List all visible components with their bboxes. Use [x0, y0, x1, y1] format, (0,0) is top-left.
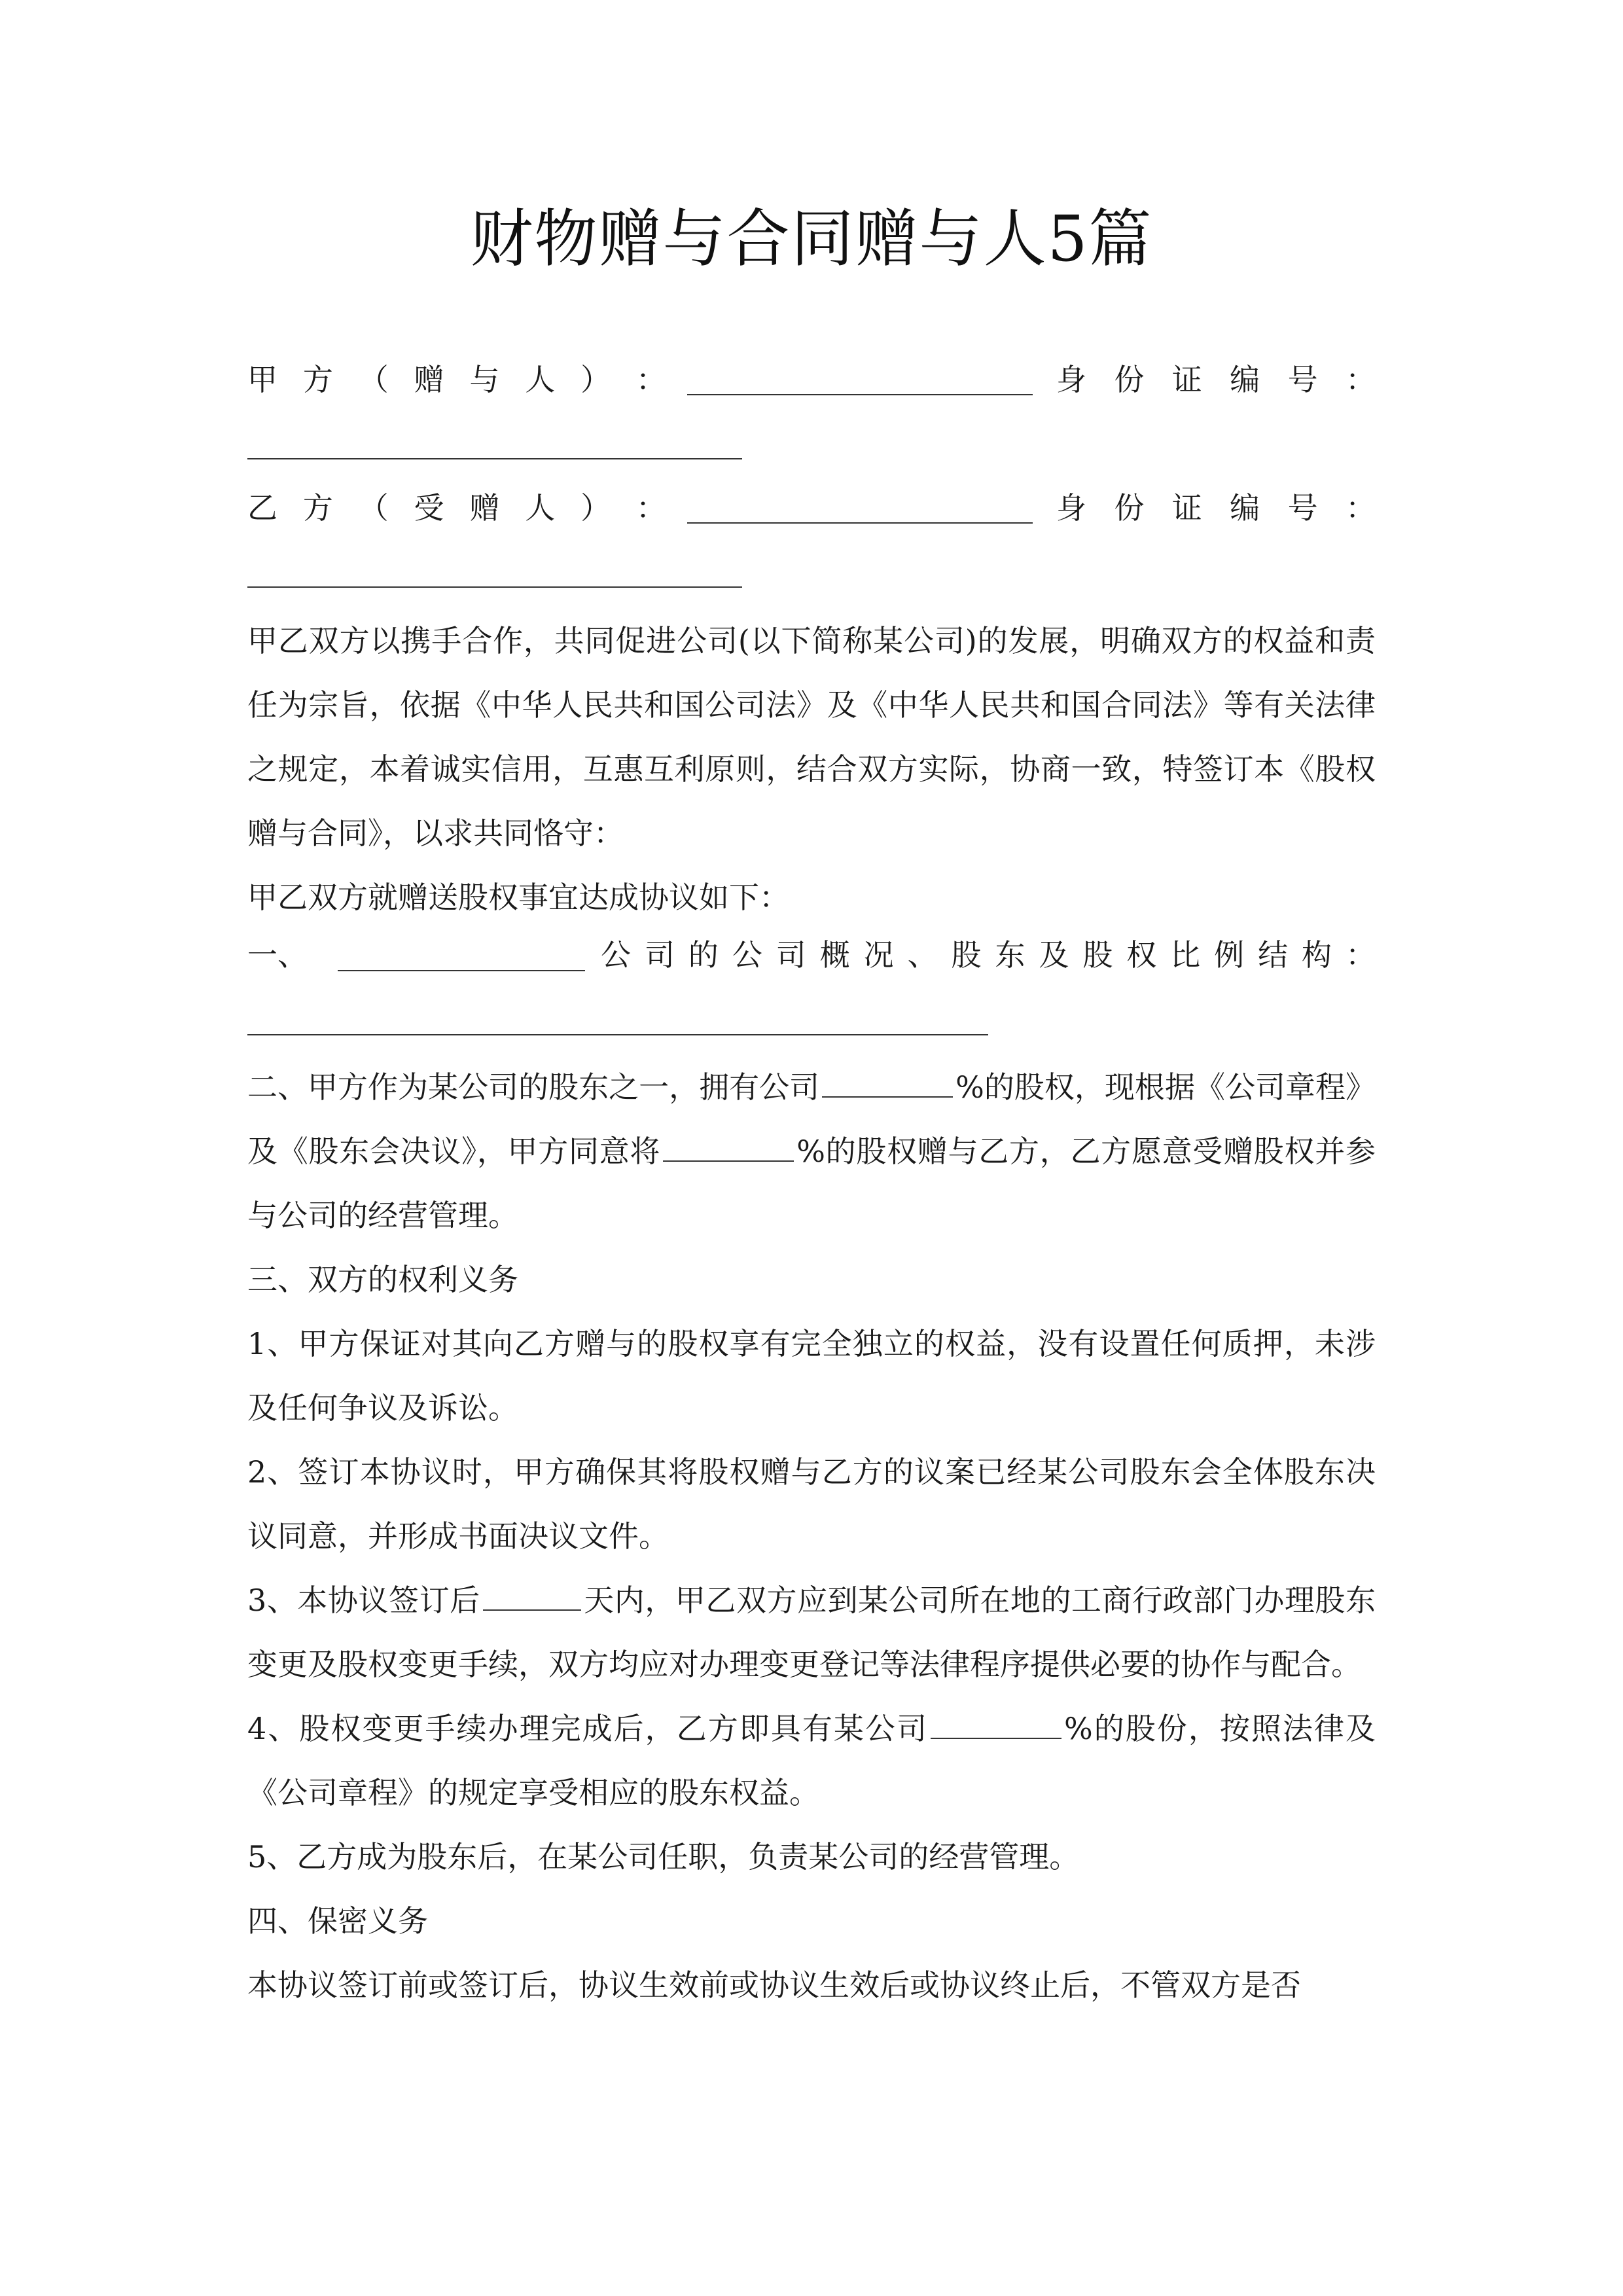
party-a-name-blank: [687, 394, 1033, 395]
party-b-label-char: （: [358, 490, 389, 526]
party-b-label-char: 人: [525, 490, 556, 526]
clause-3: [247, 1568, 1376, 1696]
party-b-id-label: [1056, 475, 1376, 541]
section-one-suffix: [601, 923, 1376, 987]
section-one-char: 公: [601, 937, 631, 973]
section-one-char: 股: [951, 937, 982, 973]
company-name-blank: [338, 970, 585, 971]
section-one-char: ：: [1345, 937, 1376, 973]
party-b-id-char: 证: [1171, 490, 1202, 526]
section-one-char: 司: [644, 937, 675, 973]
document-title: 财物赠与合同赠与人5篇: [470, 202, 1153, 276]
section-two-paragraph: [247, 1055, 1376, 1247]
final-paragraph: 本协议签订前或签订后，协议生效前或协议生效后或协议终止后，不管双方是否: [247, 1967, 1301, 2003]
party-a-id-char: 证: [1171, 362, 1202, 397]
party-a-id-char: 号: [1287, 362, 1318, 397]
party-b-name-blank: [687, 522, 1033, 524]
party-a-id-label: [1056, 347, 1376, 412]
clause-1: 1、甲方保证对其向乙方赠与的股权享有完全独立的权益，没有设置任何质押，未涉及任何争议及诉讼。: [247, 1326, 1376, 1426]
party-b-label: [247, 475, 666, 541]
intro-paragraph: 甲乙双方以携手合作，共同促进公司(以下简称某公司)的发展，明确双方的权益和责任为宗旨，依据《中华人民共和国公司法》及《中华人民共和国合同法》等有关法律之规定，本着诚实信用，互惠互利原则，结合双方实际，协商一致，特签订本《股权赠与合同》，以求共同恪守：: [247, 623, 1376, 851]
clause-4-text: 4、股权变更手续办理完成后，乙方即具有某公司: [247, 1711, 928, 1746]
section-one-char: 司: [776, 937, 806, 973]
party-b-id-blank: [247, 586, 742, 588]
party-a-label: [247, 347, 666, 412]
shares-percent-blank: [931, 1708, 1061, 1739]
clause-3-text: 3、本协议签订后: [247, 1583, 480, 1618]
section-one-char: 例: [1214, 937, 1245, 973]
section-one-char: 比: [1170, 937, 1201, 973]
section-two-text: %的股权赠与乙方，乙方愿意受赠股权并参与公司的经营管理。: [247, 1134, 1376, 1233]
party-a-id-char: 编: [1230, 362, 1260, 397]
party-a-label-char: 与: [469, 362, 500, 397]
section-four-heading: 四、保密义务: [247, 1903, 428, 1939]
clause-3-text: 天内，甲乙双方应到某公司所在地的工商行政部门办理股东变更及股权变更手续，双方均应对办理变更登记等法律程序提供必要的协作与配合。: [247, 1583, 1376, 1682]
party-a-id-blank: [247, 458, 742, 459]
party-b-id-char: 编: [1230, 490, 1260, 526]
party-a-label-char: ：: [635, 362, 666, 397]
section-one-line: [247, 923, 1376, 987]
party-a-label-char: 方: [302, 362, 333, 397]
section-three-heading: 三、双方的权利义务: [247, 1262, 518, 1297]
party-a-label-char: 赠: [414, 362, 444, 397]
party-b-label-char: ）: [580, 490, 611, 526]
clause-4: [247, 1696, 1376, 1825]
section-one-char: 公: [732, 937, 762, 973]
party-b-id-char: 份: [1114, 490, 1145, 526]
party-b-id-char: 号: [1287, 490, 1318, 526]
party-a-label-char: 甲: [247, 362, 277, 397]
intro-section: [247, 609, 1376, 929]
party-b-label-char: 受: [414, 490, 444, 526]
section-one-prefix: 一、: [247, 937, 308, 973]
clause-2: 2、签订本协议时，甲方确保其将股权赠与乙方的议案已经某公司股东会全体股东决议同意，并形成书面决议文件。: [247, 1454, 1376, 1554]
section-one-char: 、: [907, 937, 938, 973]
section-two-text: %的股权，现根据《公司章程》及《股东会决议》，甲方同意将: [247, 1069, 1376, 1169]
days-blank: [483, 1579, 581, 1611]
section-one-char: 及: [1039, 937, 1069, 973]
company-structure-blank: [247, 1034, 988, 1035]
share-percent-blank: [822, 1066, 953, 1098]
party-b-id-char: ：: [1345, 490, 1376, 526]
section-two-text: 二、甲方作为某公司的股东之一，拥有公司: [247, 1069, 820, 1105]
party-a-line: [247, 347, 1376, 412]
party-b-label-char: 乙: [247, 490, 277, 526]
party-a-label-char: ）: [580, 362, 611, 397]
section-one-char: 概: [819, 937, 850, 973]
party-b-id-char: 身: [1056, 490, 1086, 526]
party-b-label-char: 赠: [469, 490, 500, 526]
party-b-line: [247, 475, 1376, 541]
clause-4-text: %的股份，按照法律及《公司章程》的规定享受相应的股东权益。: [247, 1711, 1376, 1810]
party-a-label-char: （: [358, 362, 389, 397]
gift-percent-blank: [663, 1130, 794, 1162]
section-one-char: 况: [863, 937, 894, 973]
party-a-id-char: 身: [1056, 362, 1086, 397]
party-a-id-char: ：: [1345, 362, 1376, 397]
section-one-char: 东: [995, 937, 1026, 973]
section-one-char: 的: [688, 937, 719, 973]
party-b-label-char: 方: [302, 490, 333, 526]
section-one-char: 股: [1082, 937, 1113, 973]
party-b-label-char: ：: [635, 490, 666, 526]
contract-body: [247, 1055, 1376, 2017]
clause-5: 5、乙方成为股东后，在某公司任职，负责某公司的经营管理。: [247, 1839, 1080, 1874]
agreement-intro: 甲乙双方就赠送股权事宜达成协议如下：: [247, 880, 789, 915]
section-one-char: 结: [1258, 937, 1289, 973]
section-one-char: 权: [1126, 937, 1157, 973]
party-a-id-char: 份: [1114, 362, 1145, 397]
section-one-char: 构: [1302, 937, 1332, 973]
party-a-label-char: 人: [525, 362, 556, 397]
